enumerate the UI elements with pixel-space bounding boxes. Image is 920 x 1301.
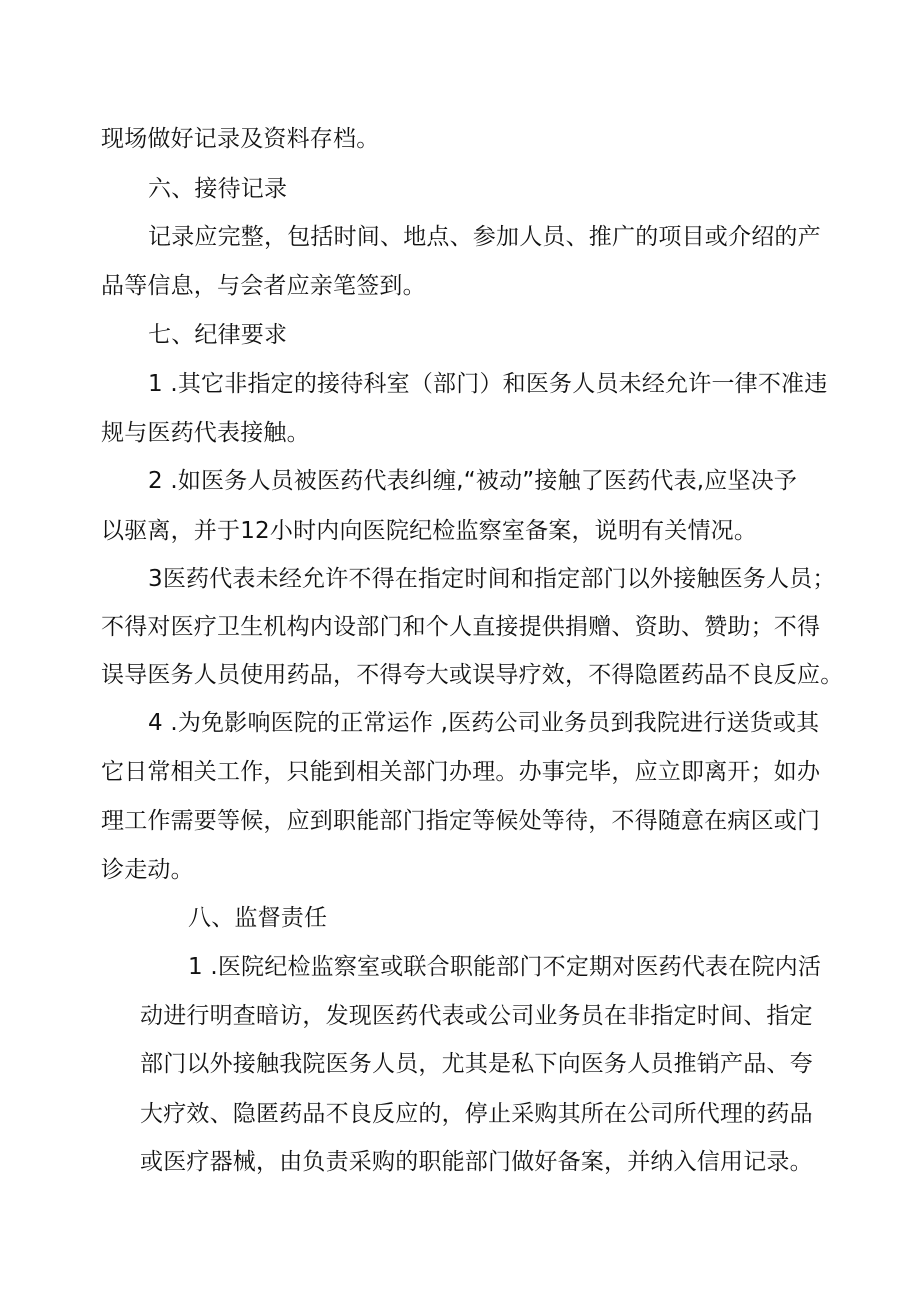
text-line-10: 3医药代表未经允许不得在指定时间和指定部门以外接触医务人员； [148,566,836,592]
text-line-20: 部门以外接触我院医务人员，尤其是私下向医务人员推销产品、夸 [140,1051,813,1077]
text-line-8: 2 .如医务人员被医药代表纠缠,“被动”接触了医药代表,应坚决予 [148,468,798,494]
text-line-21: 大疗效、隐匿药品不良反应的，停止采购其所在公司所代理的药品 [140,1101,813,1127]
text-line-6: 1 .其它非指定的接待科室（部门）和医务人员未经允许一律不准违 [148,371,828,397]
text-line-22: 或医疗器械，由负责采购的职能部门做好备案，并纳入信用记录。 [140,1149,813,1175]
text-line-1: 现场做好记录及资料存档。 [101,126,380,152]
text-line-16: 诊走动。 [101,857,194,883]
text-line-14: 它日常相关工作，只能到相关部门办理。办事完毕，应立即离开；如办 [101,759,821,785]
text-line-12: 误导医务人员使用药品，不得夸大或误导疗效，不得隐匿药品不良反应。 [101,662,844,688]
section-heading-6: 六、接待记录 [148,176,288,202]
text-line-13: 4 .为免影响医院的正常运作 ,医药公司业务员到我院进行送货或其 [148,710,820,736]
text-line-11: 不得对医疗卫生机构内设部门和个人直接提供捐赠、资助、赞助；不得 [101,614,821,640]
text-line-19: 动进行明查暗访，发现医药代表或公司业务员在非指定时间、指定 [140,1003,813,1029]
text-line-18: 1 .医院纪检监察室或联合职能部门不定期对医药代表在院内活 [188,954,822,980]
text-line-4: 品等信息，与会者应亲笔签到。 [101,273,426,299]
text-line-3: 记录应完整，包括时间、地点、参加人员、推广的项目或介绍的产 [148,224,821,250]
text-line-9: 以驱离，并于12小时内向医院纪检监察室备案，说明有关情况。 [101,518,758,544]
text-line-15: 理工作需要等候，应到职能部门指定等候处等待，不得随意在病区或门 [101,808,821,834]
section-heading-7: 七、纪律要求 [148,322,288,348]
section-heading-8: 八、监督责任 [188,905,328,931]
text-line-7: 规与医药代表接触。 [101,420,310,446]
